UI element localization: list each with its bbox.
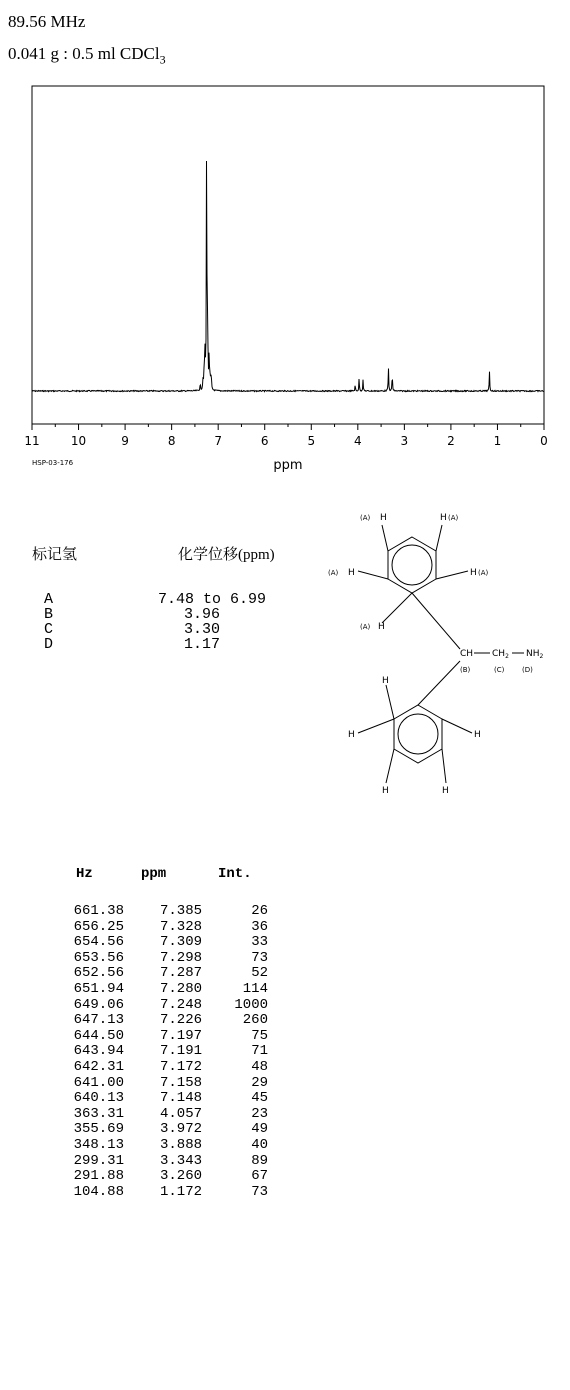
sample-description [8,44,166,67]
peak-hz: 640.13 [73,1090,124,1107]
label-a-5: (A) [360,623,371,631]
assignment-label: A [44,591,54,608]
bottom-ring-aromatic-circle [398,714,438,754]
peak-int: 26 [251,903,268,919]
peak-hz: 656.25 [73,918,124,935]
peak-int: 73 [251,949,268,966]
plot-frame [32,86,544,424]
h-bottom-1: H [382,676,389,686]
x-tick-label: 11 [24,434,40,448]
peak-ppm: 3.260 [159,1168,202,1185]
peak-int: 52 [251,965,268,982]
peak-ppm: 7.309 [159,934,202,951]
peak-table-header-hz: Hz [76,866,93,882]
peak-int: 36 [251,918,268,935]
spectrum-trace [32,161,544,392]
chain-ch2: $CH_2$ [492,649,509,660]
h-a-5: H [378,622,385,632]
peak-int: 23 [251,1105,268,1122]
label-a-4: (A) [478,569,489,577]
peak-int: 49 [251,1121,268,1138]
peak-int: 71 [251,1043,268,1060]
peak-ppm: 4.057 [159,1105,202,1122]
peak-hz: 363.31 [73,1105,124,1122]
x-tick-label: 10 [70,434,87,448]
assignment-header-shift: 化学位移(ppm) [178,547,275,563]
peak-int: 1000 [234,996,268,1013]
peak-ppm: 7.298 [159,949,202,966]
assignment-shift: 1.17 [183,636,220,653]
x-axis-label: ppm [273,458,303,473]
assignment-header-hydrogen: 标记氢 [32,547,78,563]
peak-int: 89 [251,1152,268,1169]
nmr-spectrum-chart [0,80,570,480]
peak-ppm: 7.226 [159,1012,202,1029]
assignment-shift: 3.30 [183,621,220,638]
peak-int: 29 [251,1074,268,1091]
peak-hz: 641.00 [73,1074,124,1091]
h-bottom-4: H [382,786,389,795]
peak-ppm: 7.172 [159,1059,202,1075]
x-tick-label: 5 [307,434,316,448]
label-c: (C) [494,666,505,674]
peak-ppm: 7.158 [159,1074,202,1091]
peak-hz: 651.94 [73,981,124,997]
peak-hz: 653.56 [73,949,124,966]
molecule-structure [320,505,560,795]
assignment-shift: 7.48 to 6.99 [157,591,266,608]
label-d: (D) [522,666,533,674]
x-axis-tick-labels [24,434,547,448]
peak-hz: 299.31 [73,1152,124,1169]
peak-hz: 654.56 [73,934,124,951]
peak-int: 114 [242,981,268,997]
peak-hz: 644.50 [73,1027,124,1044]
assignment-label: C [44,621,54,638]
peak-int: 75 [251,1027,268,1044]
peak-ppm: 3.343 [159,1152,202,1169]
peak-ppm: 7.385 [159,903,202,919]
peak-ppm: 7.287 [159,965,202,982]
assignment-shift: 3.96 [183,606,220,623]
peak-hz: 643.94 [73,1043,124,1060]
label-a-2: (A) [448,514,459,522]
top-ring-aromatic-circle [392,545,432,585]
peak-hz: 642.31 [73,1059,124,1075]
x-tick-label: 3 [400,434,409,448]
spectrum-code: HSP-03-176 [32,459,74,467]
peak-hz: 652.56 [73,965,124,982]
sample-text: 0.041 g : 0.5 ml CDCl [8,44,160,63]
peak-ppm: 7.280 [159,981,202,997]
peak-int: 33 [251,934,268,951]
peak-hz: 355.69 [73,1121,124,1138]
x-tick-label: 0 [540,434,548,448]
peak-ppm: 3.972 [159,1121,202,1138]
peak-hz: 647.13 [73,1012,124,1029]
x-tick-label: 1 [493,434,502,448]
x-tick-label: 8 [167,434,176,448]
peak-int: 73 [251,1183,268,1200]
x-tick-label: 7 [214,434,223,448]
peak-ppm: 7.197 [159,1027,202,1044]
label-a-3: (A) [328,569,339,577]
label-a-1: (A) [360,514,371,522]
h-bottom-2: H [348,730,355,740]
x-tick-label: 2 [447,434,455,448]
peak-hz: 104.88 [73,1183,124,1200]
h-bottom-5: H [442,786,449,795]
peak-int: 67 [251,1168,268,1185]
peak-ppm: 7.191 [159,1043,202,1060]
peak-ppm: 7.148 [159,1090,202,1107]
x-tick-label: 9 [121,434,129,448]
peak-ppm: 3.888 [159,1137,202,1153]
h-a-1: H [380,513,387,523]
x-tick-label: 6 [260,434,269,448]
peak-ppm: 7.248 [159,996,202,1013]
h-a-3: H [348,568,355,578]
peak-ppm: 1.172 [159,1183,202,1200]
label-b: (B) [460,666,471,674]
chain-ch: CH [460,649,474,659]
assignment-label: B [44,606,54,623]
assignment-label: D [44,636,54,653]
peak-int: 260 [242,1012,268,1029]
peak-int: 40 [251,1137,268,1153]
peak-int: 45 [251,1090,268,1107]
h-bottom-3: H [474,730,481,740]
peak-hz: 348.13 [73,1137,124,1153]
h-a-2: H [440,513,447,523]
chain-nh2: $NH_2$ [526,649,544,660]
peak-hz: 291.88 [73,1168,124,1185]
peak-int: 48 [251,1059,268,1075]
peak-hz: 661.38 [73,903,124,919]
x-axis-ticks [32,424,544,430]
h-a-4: H [470,568,477,578]
peak-hz: 649.06 [73,996,124,1013]
peak-table-header-ppm: ppm [141,866,167,882]
sample-subscript: 3 [159,52,166,67]
peak-table-header-int: Int. [218,866,252,882]
peak-ppm: 7.328 [159,918,202,935]
x-tick-label: 4 [353,434,362,448]
spectrometer-frequency: 89.56 MHz [8,12,86,31]
